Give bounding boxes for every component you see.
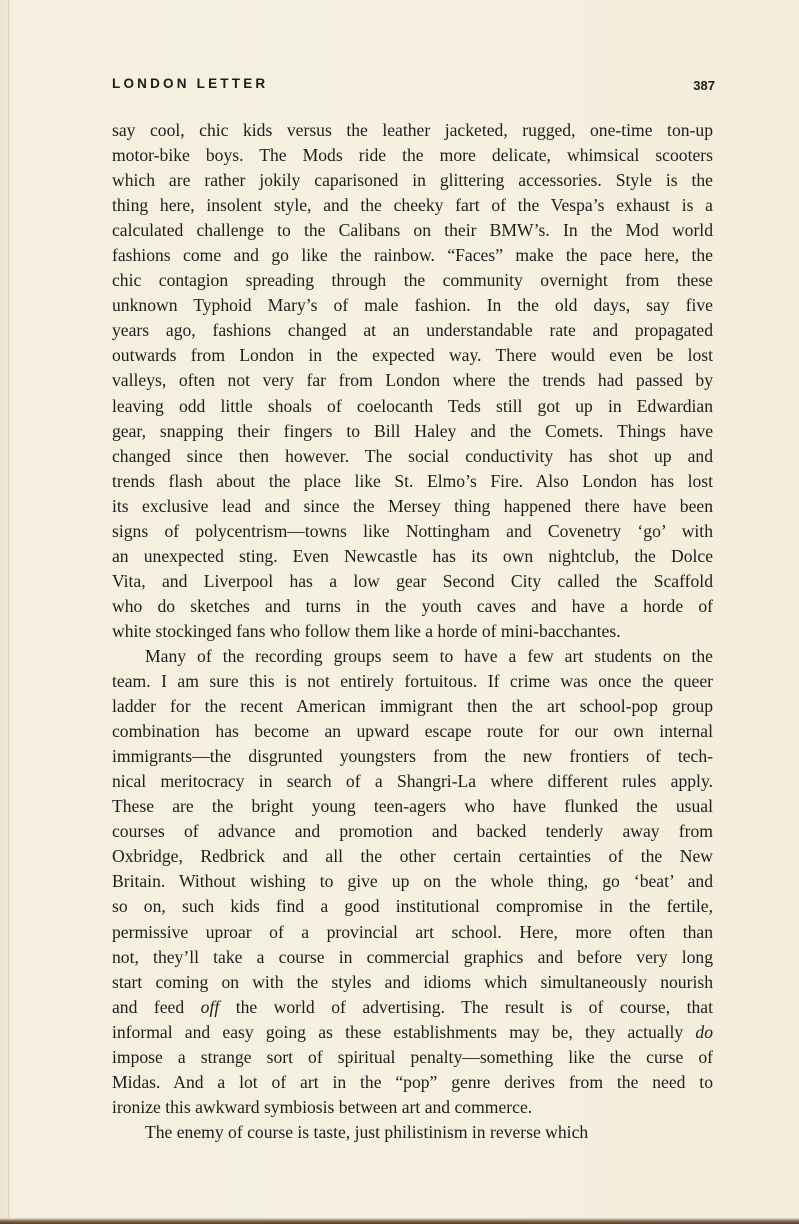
text-line: say cool, chic kids versus the leather jacketed, rugged, one-time ton-up: [112, 120, 713, 140]
text-line: its exclusive lead and since the Mersey thing happened there have been: [112, 495, 713, 516]
text-line: Many of the recording groups seem to have a few art students on the: [145, 645, 713, 666]
text-line: fashions come and go like the rainbow. “Faces” make the pace here, the: [112, 245, 713, 266]
text-line: which are rather jokily caparisoned in glittering accessories. Style is the: [112, 170, 713, 191]
text-line: unknown Typhoid Mary’s of male fashion. In the old days, say five: [112, 295, 713, 316]
text-line: changed since then however. The social conductivity has shot up and: [112, 445, 713, 466]
text-line: The enemy of course is taste, just philistinism in reverse which: [145, 1121, 589, 1142]
page-gutter-line: [8, 0, 9, 1224]
text-line: who do sketches and turns in the youth caves and have a horde of: [112, 595, 713, 616]
italic-word: off: [200, 996, 220, 1017]
text-line: so on, such kids find a good institutional compromise in the fertile,: [112, 896, 713, 917]
text-line: an unexpected sting. Even Newcastle has its own nightclub, the Dolce: [112, 545, 713, 566]
text-line: Oxbridge, Redbrick and all the other certain certainties of the New: [112, 846, 713, 867]
page-bottom-edge: [0, 1218, 799, 1224]
body-text: [112, 118, 713, 1145]
text-line: trends flash about the place like St. Elmo’s Fire. Also London has lost: [112, 470, 713, 491]
text-line: years ago, fashions changed at an understandable rate and propagated: [112, 320, 713, 341]
text-line: outwards from London in the expected way. There would even be lost: [112, 345, 713, 366]
text-line: calculated challenge to the Calibans on their BMW’s. In the Mod world: [112, 220, 713, 241]
text-line: gear, snapping their fingers to Bill Haley and the Comets. Things have: [112, 420, 713, 441]
text-line: impose a strange sort of spiritual penalty—something like the curse of: [112, 1046, 713, 1067]
text-line: These are the bright young teen-agers who have flunked the usual: [112, 796, 713, 817]
italic-word: do: [695, 1021, 713, 1042]
text-line: ironize this awkward symbiosis between art and commerce.: [112, 1096, 533, 1117]
text-line: motor-bike boys. The Mods ride the more delicate, whimsical scooters: [112, 145, 713, 166]
text-line: Vita, and Liverpool has a low gear Second City called the Scaffold: [112, 570, 713, 591]
text-line: ladder for the recent American immigrant then the art school-pop group: [112, 696, 713, 717]
page-number: 387: [693, 78, 715, 93]
text-line: courses of advance and promotion and backed tenderly away from: [112, 821, 713, 842]
text-line: nical meritocracy in search of a Shangri-La where different rules apply.: [112, 771, 713, 792]
text-line: valleys, often not very far from London where the trends had passed by: [112, 370, 713, 391]
text-line: leaving odd little shoals of coelocanth Teds still got up in Edwardian: [112, 395, 713, 416]
text-line: not, they’ll take a course in commercial graphics and before very long: [112, 946, 713, 967]
page-header: [112, 72, 715, 96]
paragraph: [112, 118, 713, 644]
running-head: LONDON LETTER: [112, 76, 269, 91]
text-line: start coming on with the styles and idioms which simultaneously nourish: [112, 971, 713, 992]
text-line: thing here, insolent style, and the cheeky fart of the Vespa’s exhaust is a: [112, 195, 713, 216]
text-line: informal and easy going as these establishments may be, they actually do: [112, 1021, 713, 1042]
text-line: and feed off the world of advertising. The result is of course, that: [112, 996, 713, 1017]
text-line: Midas. And a lot of art in the “pop” genre derives from the need to: [112, 1071, 713, 1092]
text-line: team. I am sure this is not entirely fortuitous. If crime was once the queer: [112, 671, 713, 692]
text-line: Britain. Without wishing to give up on the whole thing, go ‘beat’ and: [112, 871, 713, 892]
text-line: permissive uproar of a provincial art school. Here, more often than: [112, 921, 713, 942]
text-line: immigrants—the disgrunted youngsters from the new frontiers of tech-: [112, 746, 713, 767]
paragraph: [112, 1120, 713, 1145]
text-line: chic contagion spreading through the community overnight from these: [112, 270, 713, 291]
text-line: combination has become an upward escape route for our own internal: [112, 721, 713, 742]
text-line: white stockinged fans who follow them like a horde of mini-bacchantes.: [112, 620, 621, 641]
text-line: signs of polycentrism—towns like Nottingham and Covenetry ‘go’ with: [112, 520, 713, 541]
paragraph: [112, 644, 713, 1120]
